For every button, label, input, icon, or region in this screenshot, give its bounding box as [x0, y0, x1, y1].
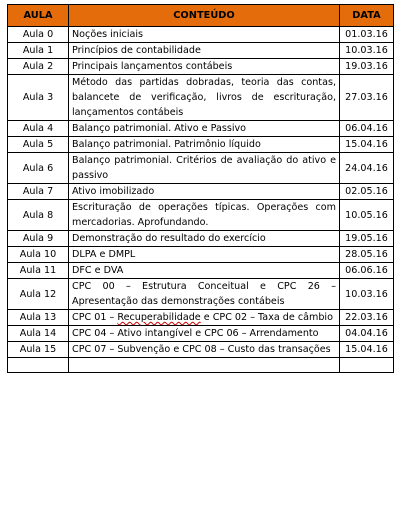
conteudo-cell: Balanço patrimonial. Patrimônio líquido: [69, 137, 340, 153]
conteudo-cell: [69, 358, 340, 373]
table-row: [8, 247, 394, 263]
data-cell: 19.05.16: [340, 231, 394, 247]
aula-cell: Aula 0: [8, 27, 69, 43]
conteudo-cell: Balanço patrimonial. Critérios de avaliação do ativo e passivo: [69, 153, 340, 184]
table-row: [8, 121, 394, 137]
conteudo-cell: Principais lançamentos contábeis: [69, 59, 340, 75]
table-row: [8, 310, 394, 326]
table-row-cut-off: [8, 358, 394, 373]
data-cell: 15.04.16: [340, 137, 394, 153]
aula-cell: Aula 8: [8, 200, 69, 231]
conteudo-cell: CPC 04 – Ativo intangível e CPC 06 – Arrendamento: [69, 326, 340, 342]
table-row: [8, 27, 394, 43]
conteudo-cell: DFC e DVA: [69, 263, 340, 279]
data-cell: 02.05.16: [340, 184, 394, 200]
conteudo-cell: Ativo imobilizado: [69, 184, 340, 200]
table-row: [8, 342, 394, 358]
conteudo-cell: CPC 07 – Subvenção e CPC 08 – Custo das transações: [69, 342, 340, 358]
data-cell: 10.05.16: [340, 200, 394, 231]
data-cell: 15.04.16: [340, 342, 394, 358]
aula-cell: Aula 7: [8, 184, 69, 200]
data-cell: 28.05.16: [340, 247, 394, 263]
course-schedule-table: [7, 4, 394, 373]
conteudo-cell: Princípios de contabilidade: [69, 43, 340, 59]
aula-cell: Aula 3: [8, 75, 69, 121]
table-row: [8, 326, 394, 342]
aula-cell: Aula 4: [8, 121, 69, 137]
conteudo-text-part: e CPC 02 – Taxa de câmbio: [200, 312, 333, 323]
aula-cell: Aula 15: [8, 342, 69, 358]
conteudo-cell: Balanço patrimonial. Ativo e Passivo: [69, 121, 340, 137]
data-cell: 10.03.16: [340, 43, 394, 59]
conteudo-text-part: CPC 01 –: [72, 312, 118, 323]
data-cell: 01.03.16: [340, 27, 394, 43]
aula-cell: Aula 12: [8, 279, 69, 310]
conteudo-cell: Método das partidas dobradas, teoria das contas, balancete de verificação, livros de escrituração, lançamentos contábeis: [69, 75, 340, 121]
table-row: [8, 200, 394, 231]
table-row: [8, 43, 394, 59]
conteudo-cell: CPC 00 – Estrutura Conceitual e CPC 26 – Apresentação das demonstrações contábeis: [69, 279, 340, 310]
table-row: [8, 279, 394, 310]
aula-cell: Aula 1: [8, 43, 69, 59]
conteudo-cell: Escrituração de operações típicas. Operações com mercadorias. Aprofundando.: [69, 200, 340, 231]
table-row: [8, 75, 394, 121]
aula-cell: Aula 11: [8, 263, 69, 279]
table-row: [8, 59, 394, 75]
aula-cell: Aula 10: [8, 247, 69, 263]
conteudo-cell: Noções iniciais: [69, 27, 340, 43]
table-row: [8, 184, 394, 200]
table-row: [8, 231, 394, 247]
aula-cell: Aula 9: [8, 231, 69, 247]
aula-cell: Aula 2: [8, 59, 69, 75]
table-row: [8, 153, 394, 184]
header-data: DATA: [340, 5, 394, 27]
header-conteudo: CONTEÚDO: [69, 5, 340, 27]
conteudo-cell: Demonstração do resultado do exercício: [69, 231, 340, 247]
aula-cell: Aula 14: [8, 326, 69, 342]
aula-cell: Aula 5: [8, 137, 69, 153]
aula-cell: [8, 358, 69, 373]
data-cell: 06.06.16: [340, 263, 394, 279]
data-cell: 22.03.16: [340, 310, 394, 326]
table-row: [8, 263, 394, 279]
data-cell: 06.04.16: [340, 121, 394, 137]
header-aula: AULA: [8, 5, 69, 27]
conteudo-cell: [69, 310, 340, 326]
data-cell: 04.04.16: [340, 326, 394, 342]
spellcheck-flagged-word: Recuperabilidade: [117, 312, 201, 323]
table-row: [8, 137, 394, 153]
conteudo-cell: DLPA e DMPL: [69, 247, 340, 263]
aula-cell: Aula 6: [8, 153, 69, 184]
aula-cell: Aula 13: [8, 310, 69, 326]
table-header-row: [8, 5, 394, 27]
data-cell: 24.04.16: [340, 153, 394, 184]
data-cell: 10.03.16: [340, 279, 394, 310]
data-cell: [340, 358, 394, 373]
data-cell: 19.03.16: [340, 59, 394, 75]
data-cell: 27.03.16: [340, 75, 394, 121]
